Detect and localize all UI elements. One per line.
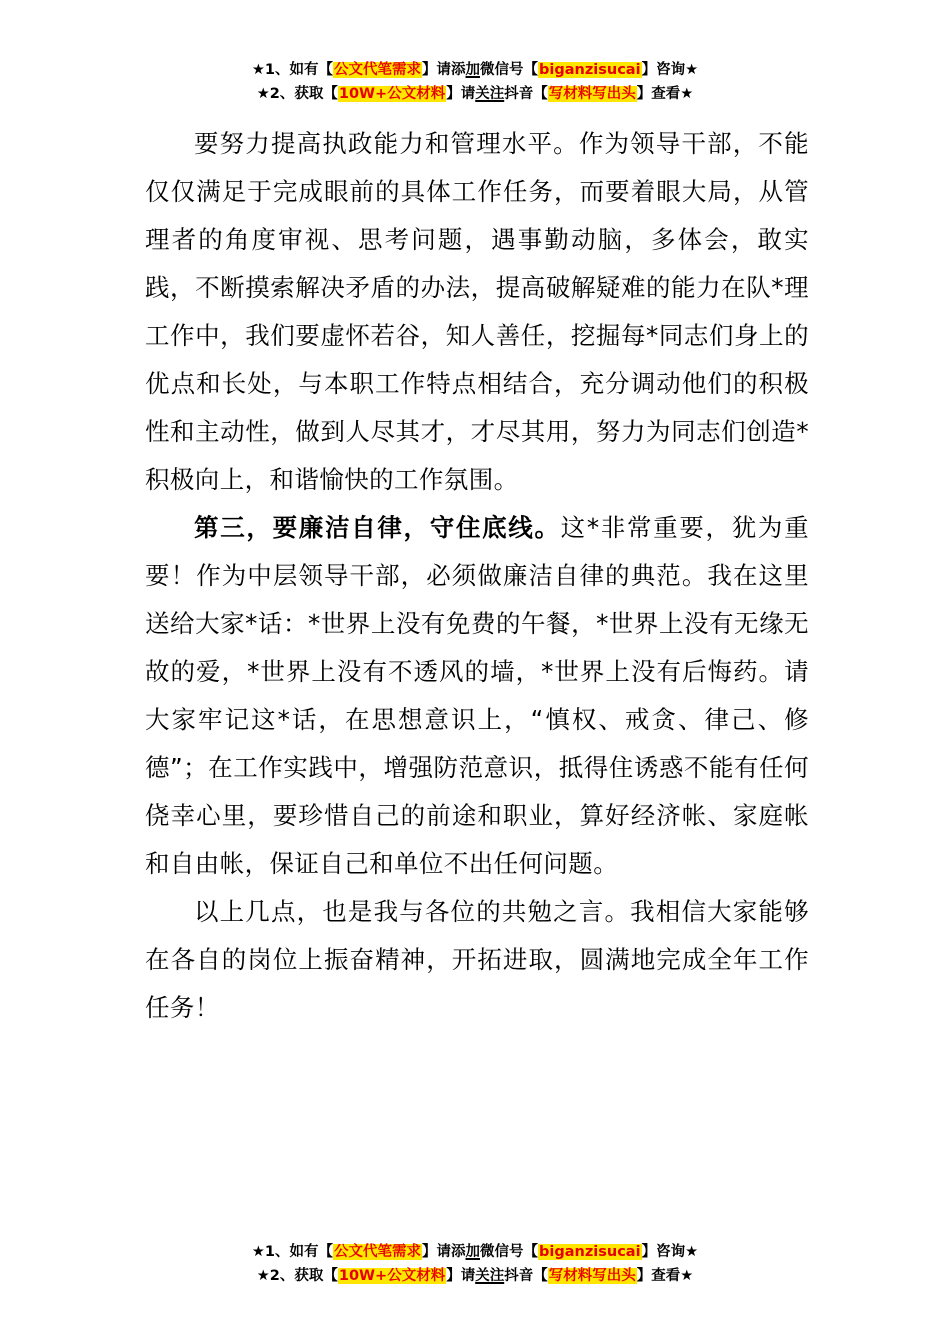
- highlight-materials: 10W+公文材料: [338, 1268, 446, 1284]
- banner-text: ★2、获取【: [256, 86, 338, 102]
- banner-text: ★1、如有【: [251, 1244, 334, 1260]
- banner-underlined-text: 关注: [475, 1268, 505, 1284]
- banner-text: 】请添: [422, 62, 466, 78]
- paragraph-leadership: [145, 120, 809, 504]
- banner-text: 】查看★: [636, 86, 694, 102]
- highlight-service: 公文代笔需求: [334, 62, 422, 78]
- footer-banner-line-2: [0, 1264, 950, 1288]
- banner-underlined-text: 关注: [475, 86, 505, 102]
- highlight-douyin-account: 写材料写出头: [548, 86, 636, 102]
- footer-banner: [0, 1240, 950, 1288]
- banner-text: 微信号【: [480, 1244, 539, 1260]
- highlight-service: 公文代笔需求: [334, 1244, 422, 1260]
- banner-text: ★1、如有【: [251, 62, 334, 78]
- paragraph-text: 以上几点，也是我与各位的共勉之言。我相信大家能够在各自的岗位上振奋精神，开拓进取，圆满地完成全年工作任务！: [145, 897, 809, 1022]
- banner-text: 抖音【: [504, 1268, 548, 1284]
- banner-underlined-text: 加: [465, 62, 481, 78]
- highlight-materials: 10W+公文材料: [338, 86, 446, 102]
- footer-banner-line-1: [0, 1240, 950, 1264]
- banner-text: 】请: [446, 1268, 476, 1284]
- banner-text: 】请添: [422, 1244, 466, 1260]
- banner-underlined-text: 加: [465, 1244, 481, 1260]
- banner-text: 】咨询★: [641, 62, 699, 78]
- document-body: [145, 120, 809, 1032]
- header-banner-line-2: [0, 82, 950, 106]
- banner-text: 】咨询★: [641, 1244, 699, 1260]
- paragraph-text: 要努力提高执政能力和管理水平。作为领导干部，不能仅仅满足于完成眼前的具体工作任务，而要着眼大局，从管理者的角度审视、思考问题，遇事勤动脑，多体会，敢实践，不断摸索解决矛盾的办法，提高破解疑难的能力在队*理工作中，我们要虚怀若谷，知人善任，挖掘每*同志们身上的优点和长处，与本职工作特点相结合，充分调动他们的积极性和主动性，做到人尽其才，才尽其用，努力为同志们创造*积极向上，和谐愉快的工作氛围。: [145, 129, 809, 494]
- highlight-wechat-id: biganzisucai: [539, 1244, 641, 1260]
- banner-text: 抖音【: [504, 86, 548, 102]
- header-banner-line-1: [0, 58, 950, 82]
- banner-text: 微信号【: [480, 62, 539, 78]
- paragraph-text: 这*非常重要，犹为重要！作为中层领导干部，必须做廉洁自律的典范。我在这里送给大家*话：*世界上没有免费的午餐，*世界上没有无缘无故的爱，*世界上没有不透风的墙，*世界上没有后悔药。请大家牢记这*话，在思想意识上，“慎权、戒贪、律己、修德”；在工作实践中，增强防范意识，抵得住诱惑不能有任何侥幸心里，要珍惜自己的前途和职业，算好经济帐、家庭帐和自由帐，保证自己和单位不出任何问题。: [145, 513, 809, 878]
- banner-text: 】查看★: [636, 1268, 694, 1284]
- header-banner: [0, 58, 950, 106]
- highlight-douyin-account: 写材料写出头: [548, 1268, 636, 1284]
- banner-text: ★2、获取【: [256, 1268, 338, 1284]
- highlight-wechat-id: biganzisucai: [539, 62, 641, 78]
- banner-text: 】请: [446, 86, 476, 102]
- section-heading-inline: 第三，要廉洁自律，守住底线。: [194, 513, 561, 542]
- paragraph-integrity: [145, 504, 809, 888]
- paragraph-closing: [145, 888, 809, 1032]
